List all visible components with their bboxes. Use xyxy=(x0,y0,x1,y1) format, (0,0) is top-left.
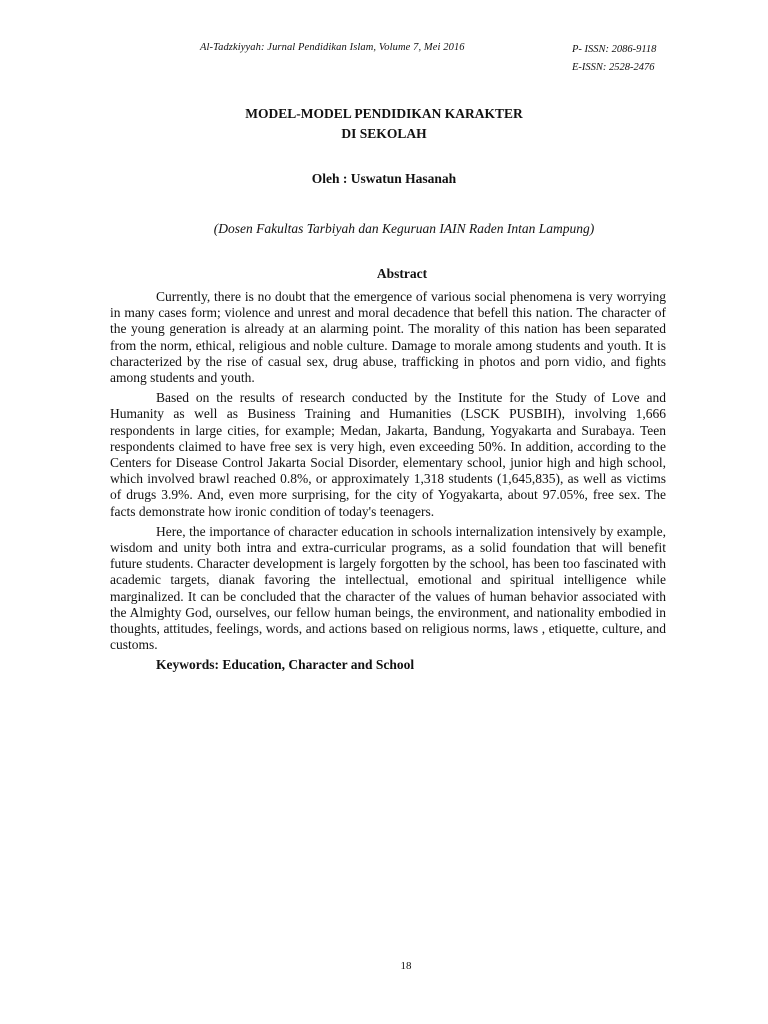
abstract-paragraph: Based on the results of research conducted by the Institute for the Study of Love and Humanity as well as Business Training and Humanities (LSCK PUSBIH), involving 1,666 respondents in large cities, for example; Medan, Jakarta, Bandung, Yogyakarta and Surabaya. Teen respondents claimed to have free sex is very high, even exceeding 50%. In addition, according to the Centers for Disease Control Jakarta Social Disorder, elementary school, junior high and high school, which involved brawl reached 0.8%, or approximately 1,318 students (1,645,835), as well as victims of drugs 3.9%. And, even more surprising, for the city of Yogyakarta, about 97.05%, free sex. The facts demonstrate how ironic condition of today's teenagers. xyxy=(110,390,666,519)
issn-block xyxy=(572,42,656,76)
paper-title-line-2: DI SEKOLAH xyxy=(341,126,427,141)
abstract-paragraph: Currently, there is no doubt that the emergence of various social phenomena is very worrying in many cases form; violence and unrest and moral decadence that befell this nation. The character of the young generation is already at an alarming point. The morality of this nation has been separated from the norm, ethical, religious and noble culture. Damage to morale among students and youth. It is characterized by the rise of casual sex, drug abuse, trafficking in photos and porn vidio, and fights among students and youth. xyxy=(110,289,666,386)
abstract-heading: Abstract xyxy=(376,266,428,281)
abstract-paragraph: Here, the importance of character education in schools internalization intensively by example, wisdom and unity both intra and extra-curricular programs, as a solid foundation that will benefit future students. Character development is largely forgotten by the school, has been too fascinated with academic targets, dianak favoring the intellectual, emotional and spiritual intelligence while marginalized. It can be concluded that the character of the values of human behavior associated with the Almighty God, ourselves, our fellow human beings, the environment, and nationality embodied in thoughts, attitudes, feelings, words, and actions based on religious norms, laws , etiquette, culture, and customs. xyxy=(110,523,666,653)
journal-running-head: Al-Tadzkiyyah: Jurnal Pendidikan Islam, Volume 7, Mei 2016 xyxy=(200,42,465,53)
p-issn: P- ISSN: 2086-9118 xyxy=(572,44,657,55)
paper-title-line-1: MODEL-MODEL PENDIDIKAN KARAKTER xyxy=(245,106,523,121)
keywords-line: Keywords: Education, Character and School xyxy=(156,657,415,673)
abstract-body xyxy=(110,289,666,674)
e-issn: E-ISSN: 2528-2476 xyxy=(572,62,655,73)
author-line: Oleh : Uswatun Hasanah xyxy=(311,171,457,186)
paper-title xyxy=(0,104,768,144)
author-affiliation: (Dosen Fakultas Tarbiyah dan Keguruan IAIN Raden Intan Lampung) xyxy=(213,221,595,236)
page-number: 18 xyxy=(400,960,412,972)
